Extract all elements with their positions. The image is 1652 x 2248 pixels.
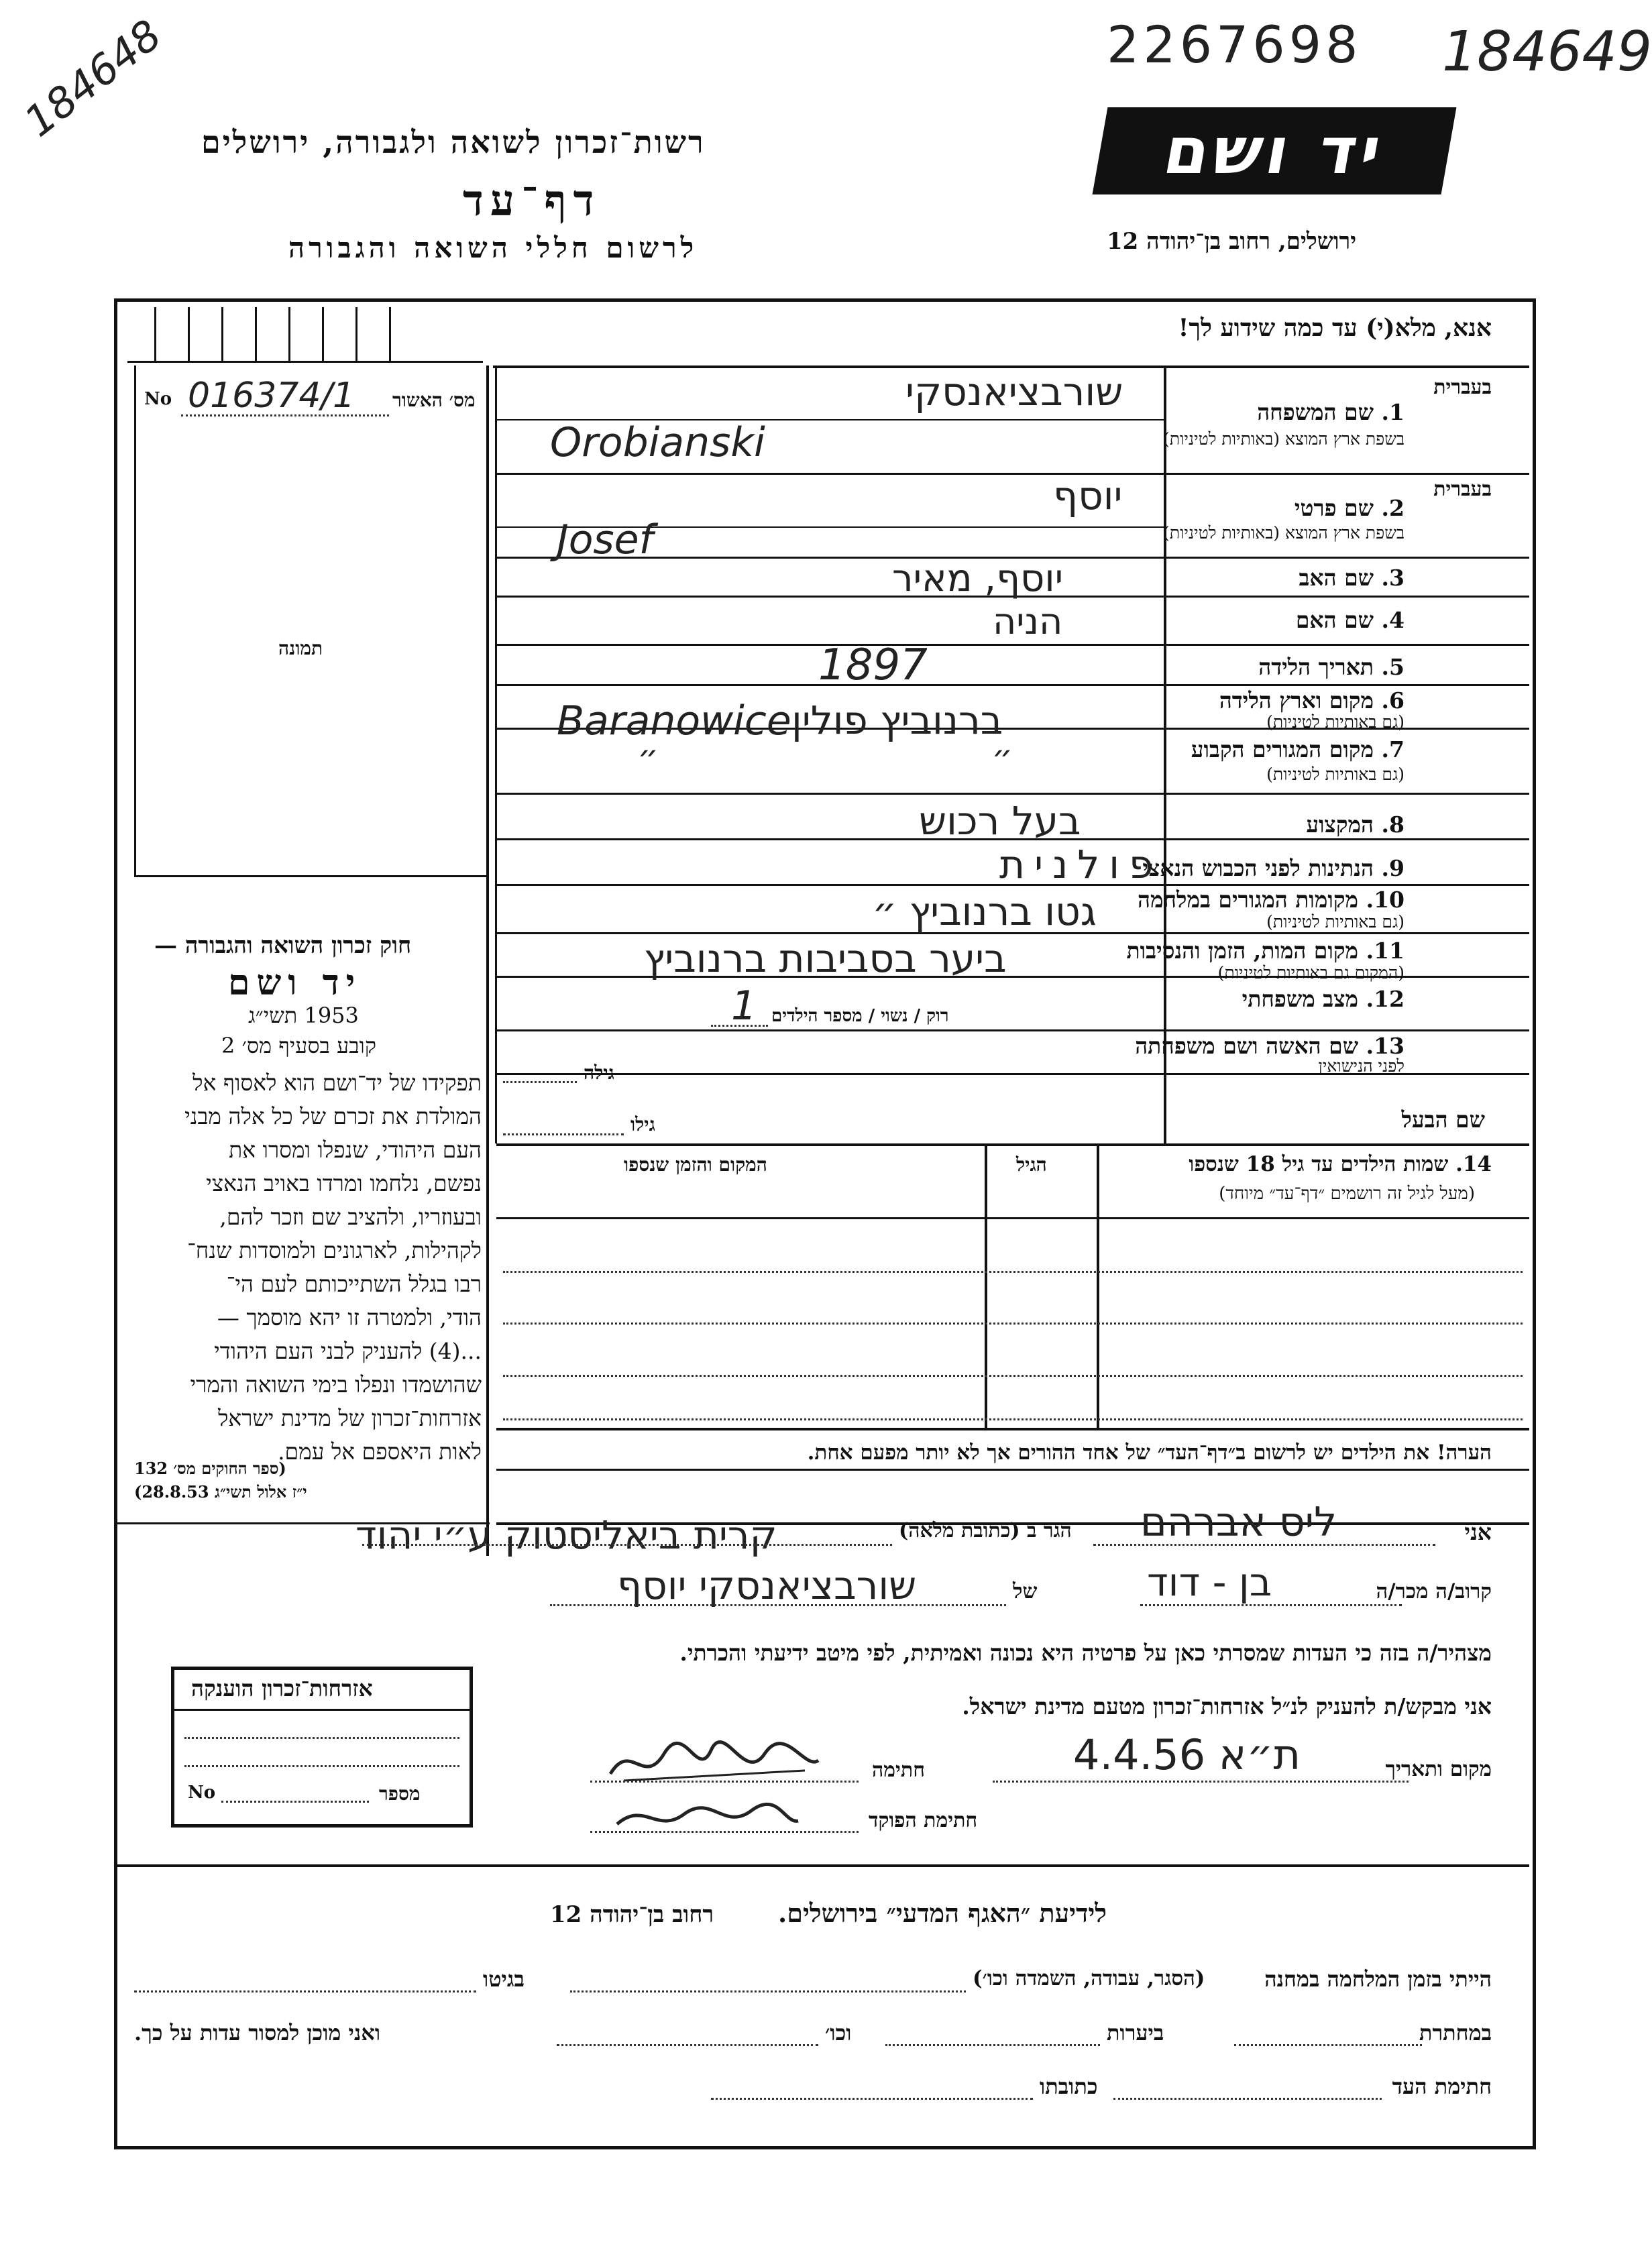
law-heading: חוק זכרון השואה והגבורה — [154,932,412,959]
approval-number-prefix: No [144,389,172,409]
field-9-value: פולנית [999,842,1163,887]
field-7-label [1191,736,1405,763]
field-6-num: 6. [1381,687,1405,714]
field-8-num: 8. [1381,811,1405,838]
footer-willing-text: ואני מוכן למסור עדות על כך. [134,2020,381,2045]
law-year-hebrew: תשי״ג [248,1003,298,1028]
field-6-sub-text: גם באותיות לטיניות [1272,712,1398,732]
field-2-latin-value: Josef [557,516,653,563]
of-label: של [1013,1579,1038,1604]
field-7-sub-text: גם באותיות לטיניות [1272,765,1398,784]
field-11-text: מקום המות, הזמן והנסיבות [1126,938,1359,964]
field-9-text: הנתינות לפני הכבוש הנאצי [1142,855,1374,881]
field-5-num: 5. [1381,654,1405,680]
law-line: שהושמדו ונפלו בימי השואה והמרי [190,1371,482,1398]
law-text [133,1066,482,1469]
statement-text: מצהיר/ה בזה כי העדות שמסרתי כאן על פרטיה היא נכונה ואמיתית, לפי מיטב ידיעתי והכרתי. [679,1640,1492,1666]
law-line: תפקידו של יד־ושם הוא לאסוף אל [192,1070,482,1096]
law-line: לקהילות, לארגונים ולמוסדות שנח־ [187,1237,482,1263]
field-12-options: רוק / נשוי / מספר הילדים [771,1006,949,1026]
place-date-value: ת״א 4.4.56 [1073,1730,1301,1779]
footer-address: רחוב בן־יהודה 12 [550,1901,714,1928]
place-date-label: מקום ותאריך [1385,1757,1492,1781]
law-line: המולדת את זכרם של כל אלה מבני [184,1103,482,1129]
law-reference-2: י״ז אלול תשי״ג 28.8.53) [134,1482,307,1502]
field-6-value: ברנוביץ פולין [791,697,1003,743]
footer-camp-label: הייתי בזמן המלחמה במחנה [1264,1966,1492,1992]
footer-witness-signature-label: חתימת העד [1392,2074,1492,2099]
signature-label: חתימה [872,1758,925,1782]
field-13-num: 13. [1366,1033,1405,1059]
law-line: אזרחות־זכרון של מדינת ישראל [217,1405,482,1431]
law-line: העם היהודי, שנפלו ומסרו את [229,1137,482,1163]
field-6-latin-value: Baranowice [557,697,791,744]
organization-name: רשות־זכרון לשואה ולגבורה, ירושלים [201,124,706,160]
law-line: ...(4) להעניק לבני העם היהודי [214,1338,482,1364]
field-12-num: 12. [1366,986,1405,1012]
field-4-label [1296,607,1405,634]
field-13-sublabel: לפני הנישואין [1318,1056,1405,1076]
children-col-place: המקום והזמן שנספו [624,1154,767,1176]
field-12-children-count: 1 [731,982,757,1029]
certificate-number-label: מספר [379,1783,421,1805]
field-3-value: יוסף, מאיר [892,557,1064,600]
field-10-label [1138,887,1405,913]
footer-camp-types: (הסגר, עבודה, השמדה וכו׳) [973,1966,1205,1990]
law-line: הודי, ולמטרה זו יהא מוסמך — [217,1304,482,1331]
field-11-num: 11. [1366,938,1405,964]
field-5-text: תאריך הלידה [1258,654,1374,680]
document-number-secondary: 184649 [1442,20,1652,84]
children-sublabel: (מעל לגיל זה רושמים ״דף־עד״ מיוחד) [1219,1184,1475,1204]
law-line: רבו בגלל השתייכותם לעם הי־ [226,1271,482,1297]
field-10-sublabel: (גם באותיות לטיניות) [1266,912,1405,932]
field-7-num: 7. [1381,736,1405,763]
field-1-label [1257,399,1405,426]
law-line: נפשם, נלחמו ומרדו באויב הנאצי [206,1170,482,1196]
field-6-label [1219,687,1405,714]
field-11-label [1127,938,1405,964]
field-6-text: מקום וארץ הלידה [1219,687,1374,714]
header-address: ירושלים, רחוב בן־יהודה 12 [1107,228,1357,255]
officer-signature [604,1791,805,1844]
of-value: שורבציאנסקי יוסף [617,1563,917,1608]
field-5-label [1258,654,1405,681]
field-13-label [1135,1033,1405,1060]
field-2-num: 2. [1381,495,1405,521]
approval-number-label: מס׳ האשור [392,389,476,411]
form-title: דף־עד [463,176,601,226]
request-text: אני מבקש/ת להעניק לנ״ל אזרחות־זכרון מטעם מדינת ישראל. [962,1693,1492,1720]
field-3-num: 3. [1381,565,1405,591]
field-1-latin-value: Orobianski [550,419,765,466]
field-10-text: מקומות המגורים במלחמה [1137,887,1359,913]
field-6-sublabel: (גם באותיות לטיניות) [1266,712,1405,732]
field-10-sub-text: גם באותיות לטיניות [1272,912,1398,932]
field-12-label [1242,986,1405,1013]
field-2-sublabel: בשפת ארץ המוצא (באותיות לטיניות) [1163,523,1405,543]
law-clause: קובע בסעיף מס׳ 2 [221,1033,376,1058]
field-8-text: המקצוע [1306,811,1374,838]
field-10-num: 10. [1366,887,1405,913]
field-2-hebrew-value: יוסף [1053,473,1123,518]
field-7-value: ״ ״ [637,738,1174,777]
field-2-label [1295,495,1405,522]
law-year [248,1003,359,1028]
husband-name-label: שם הבעל [1401,1107,1485,1133]
certificate-box [171,1667,473,1828]
footer-etc-label: וכו׳ [825,2020,852,2045]
footer-title: לידיעת ״האגף המדעי״ בירושלים. [778,1898,1107,1928]
children-col-age: הגיל [1016,1154,1047,1176]
law-line: ובעוזריו, ולהציב שם וזכר להם, [219,1204,482,1230]
form-subtitle: לרשום חללי השואה והגבורה [288,231,698,264]
footer-ghetto-label: בגיטו [483,1966,525,1992]
field-10-value: גטו ברנוביץ ״ [872,889,1097,934]
declarant-i-label: אני [1464,1519,1492,1545]
intro-text: אנא, מלא(י) עד כמה שידוע לך! [1178,314,1492,342]
footer-address-label: כתובתו [1040,2074,1098,2099]
approval-number-value: 016374/1 [188,376,355,416]
field-9-num: 9. [1381,855,1405,881]
field-4-value: הניה [993,600,1063,642]
field-4-num: 4. [1381,607,1405,633]
field-7-sublabel: (גם באותיות לטיניות) [1266,765,1405,784]
field-9-label [1142,855,1405,882]
children-label: 14. שמות הילדים עד גיל 18 שנספו [1189,1152,1492,1176]
field-1-sublabel: בשפת ארץ המוצא (באותיות לטיניות) [1163,429,1405,449]
field-12-text: מצב משפחתי [1242,986,1359,1012]
address-value: קרית ביאליסטוק ע״י יהוד [355,1512,777,1558]
field-11-sublabel: (המקום גם באותיות לטיניות) [1217,963,1405,982]
photo-placeholder-label: תמונה [278,637,323,659]
witness-signature [604,1734,825,1794]
residing-label: הגר ב (כתובת מלאה) [899,1519,1072,1542]
law-year-number: 1953 [304,1003,359,1028]
certificate-no-prefix: No [188,1783,216,1803]
hebrew-label-2: בעברית [1433,477,1492,501]
field-8-label [1306,811,1405,838]
field-1-num: 1. [1381,399,1405,425]
hebrew-label-1: בעברית [1433,376,1492,399]
field-4-text: שם האם [1295,607,1374,633]
code-boxes [127,307,483,363]
officer-signature-label: חתימת הפוקד [869,1809,978,1832]
field-1-text: שם המשפחה [1257,399,1374,425]
law-line: לאות היאספם אל עמם. [278,1439,482,1465]
field-3-label [1299,565,1405,592]
field-8-value: בעל רכוש [919,798,1081,844]
field-3-text: שם האב [1299,565,1374,591]
field-13-text: שם האשה ושם משפחתה [1135,1033,1359,1059]
children-note: הערה! את הילדים יש לרשום ב״דף־העד״ של אחד ההורים אך לא יותר מפעם אחת. [807,1441,1492,1465]
field-11-value: ביער בסביבות ברנוביץ [644,936,1007,981]
declarant-name-value: ליס אברהם [1140,1499,1337,1546]
corner-note: 184648 [15,9,171,147]
relative-label: קרוב/ה מכר/ה [1376,1579,1492,1604]
relation-value: בן - דוד [1147,1559,1272,1605]
husband-age-label: גילו [630,1113,655,1135]
field-1-hebrew-value: שורבציאנסקי [905,369,1123,414]
law-brand: יד ושם [228,962,362,1003]
footer-forests-label: ביערות [1107,2020,1164,2045]
field-2-text: שם פרטי [1294,495,1374,521]
field-7-text: מקום המגורים הקבוע [1191,736,1374,763]
yad-vashem-logo: יד ושם [1093,107,1457,194]
document-number: 2267698 [1107,15,1362,74]
field-5-value: 1897 [818,640,928,690]
footer-underground-label: במחתרת [1419,2020,1492,2045]
law-reference-1: (ספר החוקים מס׳ 132 [134,1459,286,1478]
certificate-title: אזרחות־זכרון הוענקה [191,1675,373,1701]
wife-age-label: גילה [584,1062,614,1084]
